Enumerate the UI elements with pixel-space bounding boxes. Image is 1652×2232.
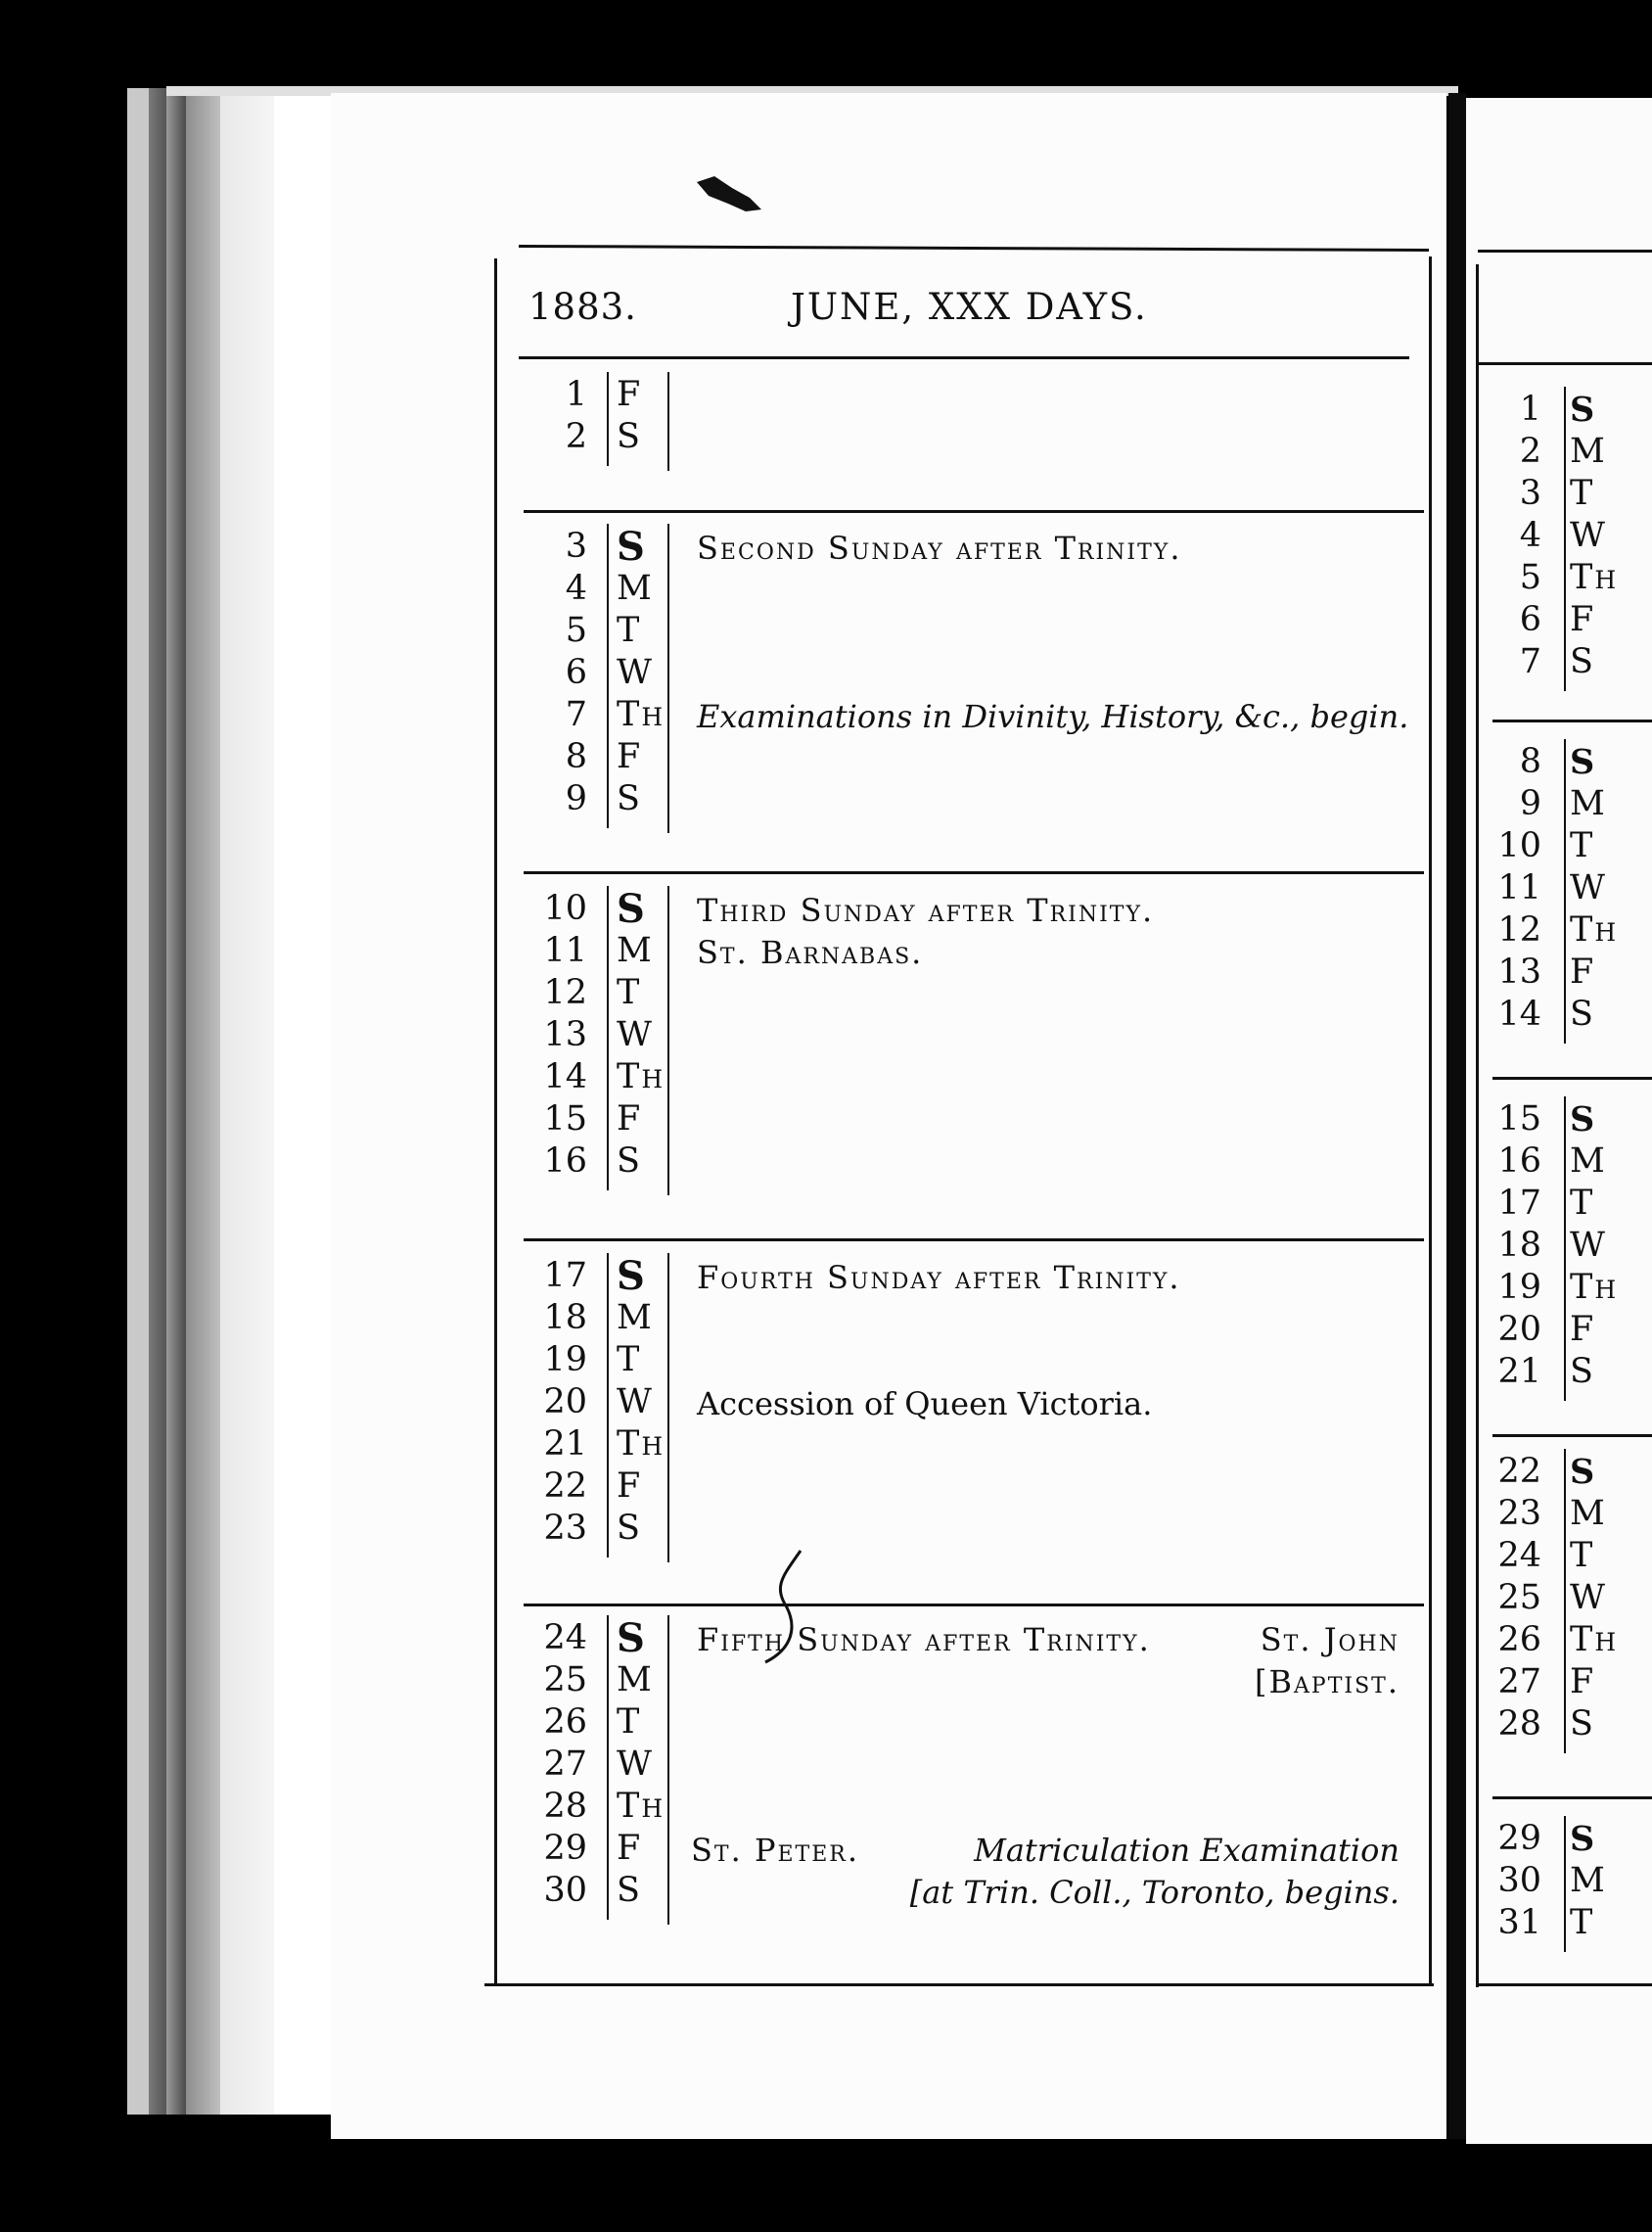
weekday-label: T (617, 1702, 640, 1742)
next-weekday-label: F (1570, 1662, 1594, 1701)
calendar-event: St. Barnabas. (697, 934, 924, 971)
day-number: 7 (565, 695, 587, 734)
next-weekday-label: W (1570, 516, 1605, 555)
ink-blot-mark (695, 174, 763, 215)
weekday-label: W (617, 1744, 652, 1784)
next-weekday-label: W (1570, 1578, 1605, 1617)
next-weekday-divider (1564, 1816, 1566, 1952)
next-day-number: 3 (1519, 474, 1541, 513)
weekday-label: Th (617, 695, 665, 734)
day-number: 18 (543, 1298, 587, 1337)
sunday-marker: S (1570, 390, 1595, 430)
day-number: 22 (543, 1466, 587, 1506)
day-number: 4 (565, 569, 587, 608)
weekday-label: S (617, 417, 640, 456)
weekday-column-divider (667, 524, 669, 833)
next-day-number: 19 (1497, 1268, 1541, 1307)
calendar-event: Examinations in Divinity, History, &c., begin. (697, 698, 1409, 735)
next-day-number: 15 (1497, 1099, 1541, 1139)
next-day-number: 14 (1497, 995, 1541, 1034)
day-number: 30 (543, 1871, 587, 1910)
day-number: 2 (565, 417, 587, 456)
calendar-event: Third Sunday after Trinity. (697, 892, 1155, 929)
next-weekday-label: T (1570, 1903, 1593, 1942)
next-day-number: 29 (1497, 1819, 1541, 1858)
day-number: 14 (543, 1057, 587, 1096)
next-weekday-label: W (1570, 868, 1605, 907)
sunday-marker: S (617, 886, 645, 932)
day-number: 12 (543, 973, 587, 1012)
next-week-separator (1492, 1077, 1652, 1080)
calendar-event: St. John (1260, 1621, 1400, 1658)
calendar-month-title: JUNE, XXX DAYS. (791, 286, 1148, 328)
sunday-marker: S (617, 1253, 645, 1299)
next-weekday-label: F (1570, 953, 1594, 992)
weekday-label: S (617, 1141, 640, 1181)
next-day-number: 27 (1497, 1662, 1541, 1701)
next-day-number: 23 (1497, 1494, 1541, 1533)
next-weekday-label: T (1570, 1536, 1593, 1575)
sunday-marker: S (1570, 1452, 1595, 1492)
day-column-divider (607, 886, 609, 1190)
next-weekday-divider (1564, 1449, 1566, 1753)
calendar-event: Second Sunday after Trinity. (697, 530, 1182, 567)
next-day-number: 20 (1497, 1310, 1541, 1349)
next-day-number: 8 (1519, 742, 1541, 781)
next-weekday-label: M (1570, 1494, 1605, 1533)
day-number: 1 (565, 375, 587, 414)
week-separator-rule (524, 510, 1424, 513)
weekday-label: M (617, 1660, 652, 1699)
weekday-label: F (617, 737, 641, 776)
weekday-label: T (617, 1340, 640, 1379)
calendar-event: [Baptist. (1255, 1663, 1400, 1700)
week-separator-rule (524, 871, 1424, 874)
sunday-marker: S (1570, 1819, 1595, 1859)
day-number: 21 (543, 1424, 587, 1464)
calendar-event: St. Peter. (691, 1832, 859, 1869)
weekday-label: F (617, 1829, 641, 1868)
sunday-marker: S (617, 1615, 645, 1661)
sunday-marker: S (1570, 742, 1595, 782)
next-weekday-label: F (1570, 1310, 1594, 1349)
next-day-number: 17 (1497, 1184, 1541, 1223)
next-weekday-label: W (1570, 1226, 1605, 1265)
next-day-number: 2 (1519, 432, 1541, 471)
weekday-column-divider (667, 1615, 669, 1925)
next-day-number: 26 (1497, 1620, 1541, 1659)
next-weekday-label: Th (1570, 1268, 1619, 1307)
book-page-edges (127, 88, 352, 2115)
calendar-event: Matriculation Examination (974, 1832, 1400, 1869)
day-number: 16 (543, 1141, 587, 1181)
weekday-label: S (617, 1871, 640, 1910)
weekday-label: Th (617, 1424, 665, 1464)
next-day-number: 24 (1497, 1536, 1541, 1575)
day-number: 19 (543, 1340, 587, 1379)
next-weekday-label: M (1570, 784, 1605, 823)
day-column-divider (607, 372, 609, 466)
next-day-number: 13 (1497, 953, 1541, 992)
right-frame-line (1429, 256, 1432, 1984)
left-frame-line (494, 258, 497, 1986)
weekday-label: W (617, 653, 652, 692)
day-column-divider (607, 1253, 609, 1558)
weekday-label: S (617, 1509, 640, 1548)
day-number: 26 (543, 1702, 587, 1742)
next-day-number: 10 (1497, 826, 1541, 865)
weekday-label: S (617, 779, 640, 818)
next-weekday-label: F (1570, 600, 1594, 639)
day-number: 25 (543, 1660, 587, 1699)
weekday-label: F (617, 375, 641, 414)
next-day-number: 7 (1519, 642, 1541, 681)
next-weekday-label: S (1570, 1352, 1593, 1391)
week-separator-rule (524, 1238, 1424, 1241)
day-number: 23 (543, 1509, 587, 1548)
sunday-marker: S (1570, 1099, 1595, 1139)
next-day-number: 31 (1497, 1903, 1541, 1942)
next-day-number: 6 (1519, 600, 1541, 639)
next-weekday-divider (1564, 387, 1566, 691)
next-week-separator (1492, 1434, 1652, 1437)
next-weekday-label: M (1570, 1861, 1605, 1900)
pen-stroke-mark (754, 1547, 812, 1674)
day-number: 9 (565, 779, 587, 818)
calendar-event: Fifth Sunday after Trinity. (697, 1621, 1151, 1658)
day-number: 28 (543, 1787, 587, 1826)
next-page-top-rule (1478, 250, 1652, 253)
day-number: 10 (543, 889, 587, 928)
weekday-label: M (617, 569, 652, 608)
next-week-separator (1492, 1796, 1652, 1799)
weekday-label: F (617, 1466, 641, 1506)
next-weekday-label: Th (1570, 558, 1619, 597)
weekday-label: W (617, 1015, 652, 1054)
weekday-label: F (617, 1099, 641, 1139)
sunday-marker: S (617, 524, 645, 570)
weekday-label: T (617, 973, 640, 1012)
next-page-frame-line (1476, 264, 1479, 1987)
next-day-number: 22 (1497, 1452, 1541, 1491)
day-number: 27 (543, 1744, 587, 1784)
next-weekday-label: Th (1570, 910, 1619, 950)
next-weekday-divider (1564, 739, 1566, 1044)
bottom-rule (484, 1983, 1434, 1986)
calendar-event: Fourth Sunday after Trinity. (697, 1259, 1181, 1296)
header-rule (519, 356, 1409, 359)
next-weekday-divider (1564, 1096, 1566, 1401)
weekday-label: Th (617, 1057, 665, 1096)
day-number: 17 (543, 1256, 587, 1295)
next-weekday-label: T (1570, 1184, 1593, 1223)
day-number: 6 (565, 653, 587, 692)
next-weekday-label: Th (1570, 1620, 1619, 1659)
next-weekday-label: S (1570, 995, 1593, 1034)
weekday-column-divider (667, 372, 669, 471)
day-column-divider (607, 1615, 609, 1920)
next-day-number: 25 (1497, 1578, 1541, 1617)
day-number: 3 (565, 527, 587, 566)
week-separator-rule (524, 1604, 1424, 1606)
next-weekday-label: M (1570, 1141, 1605, 1181)
day-number: 5 (565, 611, 587, 650)
weekday-column-divider (667, 1253, 669, 1562)
weekday-label: T (617, 611, 640, 650)
day-number: 13 (543, 1015, 587, 1054)
next-day-number: 12 (1497, 910, 1541, 950)
weekday-label: M (617, 1298, 652, 1337)
next-day-number: 28 (1497, 1704, 1541, 1744)
book-gutter (1448, 93, 1466, 2139)
day-number: 15 (543, 1099, 587, 1139)
next-page-bottom-rule (1478, 1983, 1652, 1986)
day-number: 20 (543, 1382, 587, 1421)
day-column-divider (607, 524, 609, 828)
day-number: 8 (565, 737, 587, 776)
weekday-label: M (617, 931, 652, 970)
next-week-separator (1492, 720, 1652, 722)
next-weekday-label: T (1570, 474, 1593, 513)
next-page-header-rule (1478, 362, 1652, 365)
next-weekday-label: M (1570, 432, 1605, 471)
next-day-number: 1 (1519, 390, 1541, 429)
weekday-column-divider (667, 886, 669, 1195)
next-day-number: 18 (1497, 1226, 1541, 1265)
calendar-event: [at Trin. Coll., Toronto, begins. (909, 1874, 1400, 1911)
calendar-event: Accession of Queen Victoria. (697, 1385, 1153, 1422)
next-day-number: 4 (1519, 516, 1541, 555)
next-weekday-label: T (1570, 826, 1593, 865)
next-day-number: 30 (1497, 1861, 1541, 1900)
weekday-label: W (617, 1382, 652, 1421)
weekday-label: Th (617, 1787, 665, 1826)
next-day-number: 16 (1497, 1141, 1541, 1181)
next-weekday-label: S (1570, 1704, 1593, 1744)
day-number: 11 (543, 931, 587, 970)
next-day-number: 5 (1519, 558, 1541, 597)
next-day-number: 11 (1497, 868, 1541, 907)
day-number: 24 (543, 1618, 587, 1657)
calendar-year: 1883. (528, 286, 637, 328)
next-day-number: 21 (1497, 1352, 1541, 1391)
day-number: 29 (543, 1829, 587, 1868)
next-weekday-label: S (1570, 642, 1593, 681)
next-day-number: 9 (1519, 784, 1541, 823)
